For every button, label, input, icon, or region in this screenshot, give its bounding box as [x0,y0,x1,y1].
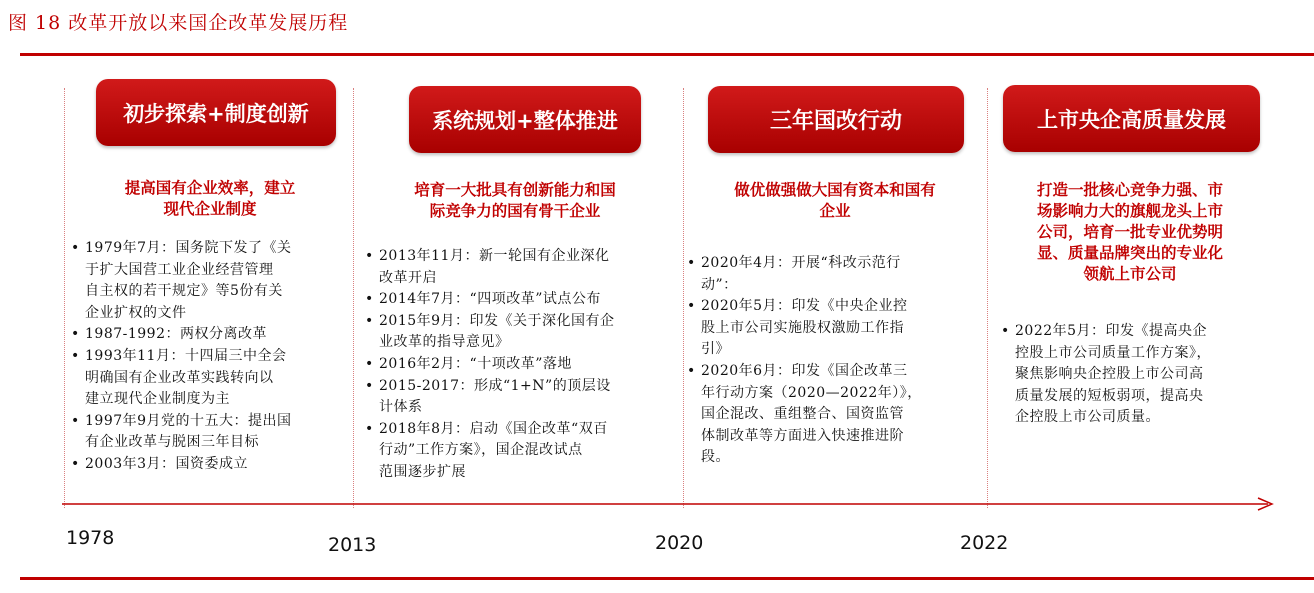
event-line: • 2020年6月：印发《国企改革三 [686,361,986,383]
goal-line: 公司，培育一批专业优势明 [1036,223,1223,241]
event-line: 企业扩权的文件 [85,304,187,321]
goal-line: 提高国有企业效率，建立 [124,179,296,197]
event-line: • 1987-1992：两权分离改革 [70,324,352,346]
event-line: 自主权的若干规定》等5份有关 [85,283,283,300]
event-line: • 2016年2月：“十项改革”落地 [364,354,682,376]
event-line: • 2003年3月：国资委成立 [70,454,352,476]
event-line: 质量发展的短板弱项，提高央 [1015,387,1204,404]
event-line: 业改革的指导意见》 [379,334,510,351]
year-label: 2013 [328,534,377,556]
event-line: • 1993年11月：十四届三中全会 [70,346,352,368]
phase-2-title: 系统规划+整体推进 [432,108,618,133]
goal-line: 培育一大批具有创新能力和国 [414,181,616,199]
goal-line: 打造一批核心竞争力强、市 [1036,181,1223,199]
event-line: 企控股上市公司质量。 [1015,409,1160,426]
goal-line: 领航上市公司 [1083,265,1177,283]
event-line: 段。 [701,449,730,466]
event-line: 计体系 [379,399,423,416]
event-line: 范围逐步扩展 [379,463,466,480]
event-line: 建立现代企业制度为主 [85,391,230,408]
figure-title: 图 18 改革开放以来国企改革发展历程 [8,12,349,34]
event-line: • 1979年7月：国务院下发了《关 [70,238,352,260]
event-line: 控股上市公司质量工作方案》， [1015,344,1211,361]
event-line: • 2015-2017：形成“1+N”的顶层设 [364,376,682,398]
year-label: 2020 [655,532,704,554]
event-line: • 2014年7月：“四项改革”试点公布 [364,289,682,311]
event-line: 体制改革等方面进入快速推进阶 [701,427,904,444]
event-line: 动”： [701,276,738,293]
phase-1-title: 初步探索+制度创新 [123,101,309,126]
event-line: 明确国有企业改革实践转向以 [85,369,274,386]
event-line: 于扩大国营工业企业经营管理 [85,261,274,278]
event-line: • 2015年9月：印发《关于深化国有企 [364,311,682,333]
event-line: • 1997年9月党的十五大：提出国 [70,411,352,433]
event-line: 国企混改、重组整合、国资监管 [701,406,904,423]
event-line: • 2020年5月：印发《中央企业控 [686,296,986,318]
event-line: • 2018年8月：启动《国企改革“双百 [364,419,682,441]
year-label: 2022 [960,532,1009,554]
event-line: • 2022年5月：印发《提高央企 [1000,321,1290,343]
event-line: • 2020年4月：开展“科改示范行 [686,253,986,275]
event-line: 有企业改革与脱困三年目标 [85,434,259,451]
goal-line: 场影响力大的旗舰龙头上市 [1036,202,1223,220]
goal-line: 企业 [819,202,851,220]
goal-line: 显、质量品牌突出的专业化 [1036,244,1223,262]
goal-line: 际竞争力的国有骨干企业 [429,202,601,220]
event-line: 引》 [701,341,730,358]
event-line: 聚焦影响央企控股上市公司高 [1015,366,1204,383]
goal-line: 现代企业制度 [163,200,257,218]
event-line: 年行动方案（2020—2022年）》， [701,384,922,401]
event-line: 改革开启 [379,269,437,286]
phase-3-title: 三年国改行动 [769,109,902,134]
event-line: • 2013年11月：新一轮国有企业深化 [364,246,682,268]
bottom-rule [20,577,1314,580]
year-label: 1978 [66,527,115,549]
goal-line: 做优做强做大国有资本和国有 [734,181,936,199]
event-line: 行动”工作方案》，国企混改试点 [379,442,583,459]
phase-4-title: 上市央企高质量发展 [1037,107,1226,132]
event-line: 股上市公司实施股权激励工作指 [701,319,904,336]
